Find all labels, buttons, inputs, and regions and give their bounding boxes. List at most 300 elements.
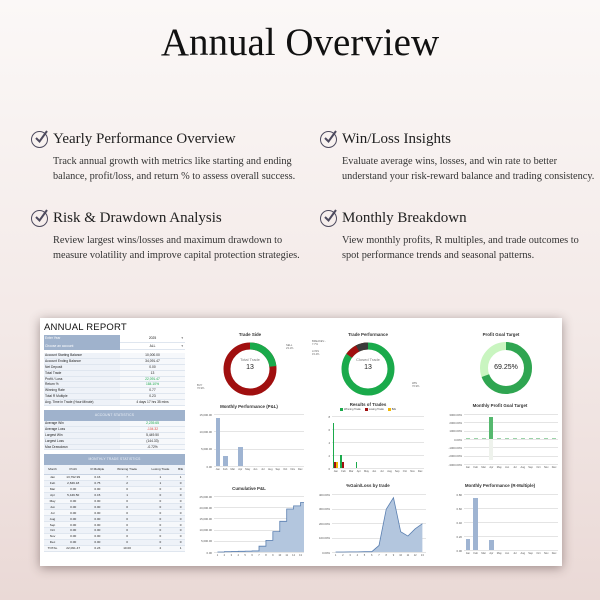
- account-selector[interactable]: [44, 343, 185, 351]
- x-tick-label: Feb: [473, 466, 478, 469]
- stat-value: (144.33): [120, 439, 185, 444]
- stat-label: Max Drawdown: [44, 445, 120, 450]
- table-cell: 0: [176, 539, 185, 545]
- feature-win-loss: [320, 131, 595, 184]
- stat-label: Total R Multiple: [44, 394, 120, 399]
- stat-value: 5,449.50: [120, 433, 185, 438]
- x-tick-label: 6: [251, 554, 253, 557]
- table-cell: 2: [110, 480, 145, 486]
- report-title: ANNUAL REPORT: [44, 322, 127, 333]
- table-cell: 0.00: [61, 533, 85, 539]
- x-tick-label: May: [364, 470, 369, 473]
- x-tick-label: Jun: [504, 466, 510, 469]
- y-tick-label: 0.00%: [454, 437, 462, 442]
- x-tick-label: 3: [349, 554, 351, 557]
- table-cell: 0: [110, 516, 145, 522]
- feature-description: Review largest wins/losses and maximum drawdown to measure volatility and improve capital protection strategies.: [53, 235, 300, 261]
- x-tick-label: Dec: [551, 466, 557, 469]
- table-cell: Apr: [44, 492, 61, 498]
- x-tick-label: Aug: [520, 466, 526, 469]
- x-tick-label: 13: [299, 554, 302, 557]
- bar: [223, 456, 228, 466]
- y-tick-label: 0: [328, 466, 330, 471]
- table-cell: 0: [145, 510, 177, 516]
- summary-table: [44, 353, 185, 406]
- feature-heading: Win/Loss Insights: [342, 131, 451, 147]
- check-circle-icon: [31, 210, 48, 227]
- x-tick-label: 11: [406, 554, 410, 557]
- table-cell: 0: [176, 486, 185, 492]
- stat-value: 2,239.65: [120, 421, 185, 426]
- stat-label: Winning Rate: [44, 388, 120, 393]
- table-cell: 0.00: [85, 498, 109, 504]
- y-tick-label: 0.00: [456, 548, 462, 553]
- x-tick-label: 8: [385, 554, 387, 557]
- table-cell: 13,792.99: [61, 474, 85, 480]
- y-tick-label: 20,000.00: [199, 505, 212, 510]
- chart-title: Monthly Performance (P&L): [220, 404, 278, 409]
- x-tick-label: Mar: [230, 468, 235, 471]
- x-tick-label: 2: [223, 554, 226, 557]
- table-cell: 0.00: [85, 527, 109, 533]
- stat-label: Average Loss: [44, 427, 120, 432]
- y-tick-label: 15,000.00: [199, 412, 212, 417]
- account-value: ALL: [149, 343, 156, 348]
- x-tick-label: May: [245, 468, 251, 471]
- stat-value: 13: [120, 371, 185, 376]
- table-cell: 0: [110, 504, 145, 510]
- feature-heading: Risk & Drawdown Analysis: [53, 210, 222, 226]
- x-tick-label: Dec: [417, 470, 423, 473]
- x-tick-label: May: [496, 466, 502, 469]
- x-tick-label: 13: [420, 554, 424, 557]
- y-tick-label: 2000.00%: [449, 420, 462, 425]
- table-cell: 0: [176, 510, 185, 516]
- x-tick-label: Jul: [380, 470, 384, 473]
- x-tick-label: 5: [363, 554, 366, 557]
- table-cell: 0: [176, 533, 185, 539]
- x-tick-label: 8: [265, 554, 267, 557]
- table-cell: 0: [176, 516, 185, 522]
- check-circle-icon: [31, 131, 48, 148]
- table-cell: 0.00: [85, 522, 109, 528]
- x-tick-label: Oct: [536, 466, 541, 469]
- bar-shadow: [489, 439, 493, 460]
- bar: [489, 540, 494, 551]
- stat-value: 4 days 17 hrs 35 mins: [120, 400, 185, 405]
- bar: [544, 438, 548, 439]
- stat-value: 0.77: [120, 388, 185, 393]
- bar: [238, 447, 243, 466]
- x-tick-label: Dec: [297, 468, 303, 471]
- table-cell: 0: [145, 492, 177, 498]
- chart-title: Trade Performance: [348, 332, 388, 337]
- y-tick-label: 0.00%: [322, 550, 330, 555]
- table-cell: 1: [110, 492, 145, 498]
- y-tick-label: 5,000.00: [201, 539, 212, 544]
- table-cell: 0.00: [61, 516, 85, 522]
- bar: [536, 438, 540, 439]
- x-tick-label: Nov: [290, 468, 296, 471]
- x-tick-label: 4: [356, 554, 359, 557]
- sell-label: SELL 23.1%: [286, 344, 294, 350]
- table-cell: 0: [110, 522, 145, 528]
- table-cell: 0: [145, 516, 177, 522]
- stat-value: -104.32: [120, 427, 185, 432]
- check-circle-icon: [320, 210, 337, 227]
- table-cell: Jul: [44, 510, 61, 516]
- x-tick-label: Sep: [528, 466, 533, 469]
- table-cell: Dec: [44, 539, 61, 545]
- table-cell: 0.00: [85, 504, 109, 510]
- stat-label: Largest Win: [44, 433, 120, 438]
- area-series: [308, 480, 438, 570]
- y-tick-label: 400.00%: [318, 492, 330, 497]
- year-value: 2025: [148, 336, 157, 340]
- table-cell: 0.23: [85, 545, 109, 551]
- chart-title: Monthly Profit Goal Target: [472, 403, 528, 408]
- x-tick-label: Nov: [543, 552, 549, 555]
- x-tick-label: Apr: [356, 470, 361, 473]
- x-tick-label: 9: [272, 554, 274, 557]
- bar: [342, 462, 344, 469]
- table-cell: 0: [110, 486, 145, 492]
- feature-description: Evaluate average wins, losses, and win rate to better understand your risk-reward balance and trading consistency.: [342, 156, 595, 182]
- x-tick-label: Jul: [261, 468, 265, 471]
- table-cell: Feb: [44, 480, 61, 486]
- chart-legend: Winning Trade Losing Trade B/E: [308, 408, 428, 411]
- x-tick-label: Mar: [481, 552, 486, 555]
- table-cell: 0.00: [61, 504, 85, 510]
- account-statistics-header: ACCOUNT STATISTICS: [44, 410, 185, 421]
- table-cell: 0.00: [85, 516, 109, 522]
- account-statistics-table: [44, 421, 185, 450]
- x-tick-label: Apr: [489, 552, 494, 555]
- x-tick-label: Nov: [543, 466, 549, 469]
- table-cell: 5,449.50: [61, 492, 85, 498]
- account-label: Choose an account: [44, 343, 120, 351]
- y-tick-label: 10,000.00: [199, 528, 212, 533]
- monthly-statistics-table: [44, 465, 185, 551]
- table-cell: 0: [145, 533, 177, 539]
- stat-label: Largest Loss: [44, 439, 120, 444]
- chart-title: Monthly Performance (R-Multiple): [464, 483, 536, 488]
- bar: [466, 438, 470, 439]
- table-cell: 2,849.18: [61, 480, 85, 486]
- chart-title: %Gain/Loss by trade: [346, 483, 390, 488]
- table-cell: 7: [110, 474, 145, 480]
- x-tick-label: Jan: [465, 466, 470, 469]
- column-header: Losing Trade: [145, 465, 177, 474]
- x-tick-label: 3: [230, 554, 233, 557]
- chart-gain-loss-by-trade: [308, 480, 428, 564]
- table-row: [44, 545, 185, 551]
- y-tick-label: 10,000.00: [199, 429, 212, 434]
- x-tick-label: Jan: [215, 468, 220, 471]
- table-cell: 0.00: [85, 486, 109, 492]
- x-tick-label: Jun: [253, 468, 258, 471]
- stat-value: 22,091.47: [120, 377, 185, 382]
- bar: [482, 438, 486, 439]
- chart-title: Results of Trades: [349, 402, 387, 407]
- table-cell: 0: [110, 510, 145, 516]
- table-cell: 0: [145, 527, 177, 533]
- x-tick-label: 1: [216, 554, 219, 557]
- year-selector[interactable]: [44, 335, 185, 343]
- table-cell: 1: [176, 474, 185, 480]
- area-series: [190, 480, 320, 570]
- table-cell: Jan: [44, 474, 61, 480]
- table-cell: 0.00: [85, 510, 109, 516]
- stat-label: Total Trade: [44, 371, 120, 376]
- x-tick-label: Oct: [536, 552, 541, 555]
- stat-value: 34,091.47: [120, 359, 185, 364]
- feature-monthly-breakdown: [320, 210, 595, 263]
- report-left-panel: [44, 335, 185, 552]
- stat-label: Account Starting Balance: [44, 353, 120, 358]
- x-tick-label: 9: [392, 554, 395, 557]
- table-cell: 0.16: [85, 474, 109, 480]
- y-tick-label: 15,000.00: [199, 516, 212, 521]
- x-tick-label: Sep: [394, 470, 400, 473]
- year-dropdown[interactable]: [120, 335, 185, 343]
- table-cell: 2: [145, 545, 177, 551]
- table-cell: 0.00: [61, 539, 85, 545]
- x-tick-label: Aug: [520, 552, 526, 555]
- chart-results-of-trades: [308, 400, 428, 480]
- chart-profit-goal: [440, 318, 562, 400]
- table-cell: Aug: [44, 516, 61, 522]
- x-tick-label: Aug: [267, 468, 273, 471]
- column-header: Winning Trade: [110, 465, 145, 474]
- table-cell: 0: [176, 504, 185, 510]
- table-cell: Sep: [44, 522, 61, 528]
- table-cell: 0.00: [61, 486, 85, 492]
- goal-percentage: 69.25%: [494, 364, 518, 371]
- table-cell: 1: [145, 480, 177, 486]
- buy-label: BUY 76.9%: [197, 384, 205, 390]
- win-label: WIN 76.9%: [412, 382, 420, 388]
- loss-label: LOSS 15.4%: [312, 350, 320, 356]
- y-tick-label: 3000.00%: [449, 412, 462, 417]
- stat-label: Net Deposit: [44, 365, 120, 370]
- feature-description: Track annual growth with metrics like starting and ending balance, profit/loss, and return % to assess overall success.: [53, 156, 296, 182]
- y-tick-label: 0.60: [456, 506, 462, 511]
- x-tick-label: 10: [399, 554, 403, 557]
- stat-row: [44, 445, 185, 451]
- bar: [529, 438, 533, 439]
- stat-value: -0.72%: [120, 445, 185, 450]
- x-tick-label: Jul: [513, 466, 517, 469]
- chart-title: Profit Goal Target: [482, 332, 520, 337]
- y-tick-label: 6: [328, 427, 330, 432]
- column-header: B/E: [176, 465, 185, 474]
- bar: [356, 462, 358, 469]
- table-cell: 0: [145, 539, 177, 545]
- page-title: Annual Overview: [160, 21, 440, 64]
- chart-title: Cumulative P&L: [232, 486, 266, 491]
- table-cell: Jun: [44, 504, 61, 510]
- x-tick-label: Nov: [410, 470, 415, 473]
- bar: [521, 438, 525, 439]
- donut-center: Closed Trade 13: [356, 357, 380, 371]
- x-tick-label: May: [496, 552, 502, 555]
- account-dropdown[interactable]: [120, 343, 185, 351]
- x-tick-label: 1: [334, 554, 337, 557]
- x-tick-label: Dec: [551, 552, 557, 555]
- x-tick-label: Feb: [341, 470, 346, 473]
- feature-heading: Yearly Performance Overview: [53, 131, 236, 147]
- table-cell: 0: [176, 480, 185, 486]
- table-cell: 1: [176, 545, 185, 551]
- chart-cumulative-pnl: [190, 480, 308, 564]
- chart-monthly-profit-goal: [438, 400, 562, 480]
- table-cell: 1: [145, 474, 177, 480]
- table-cell: 0.15: [85, 492, 109, 498]
- bar: [489, 417, 493, 440]
- x-tick-label: 12: [292, 554, 296, 557]
- chart-trade-side: [190, 318, 310, 400]
- x-tick-label: Apr: [238, 468, 243, 471]
- y-tick-label: 0.80: [456, 492, 462, 497]
- bar: [336, 462, 338, 469]
- stat-label: Profit / Loss: [44, 377, 120, 382]
- table-cell: TOTAL: [44, 545, 61, 551]
- bar: [474, 438, 478, 439]
- x-tick-label: Sep: [275, 468, 281, 471]
- table-cell: 0: [110, 533, 145, 539]
- donut-center: Total Trade 13: [240, 357, 260, 371]
- table-cell: 0: [176, 492, 185, 498]
- y-tick-label: 8: [328, 414, 330, 419]
- y-tick-label: 4: [328, 440, 330, 445]
- stat-label: Return %: [44, 382, 120, 387]
- table-cell: Mar: [44, 486, 61, 492]
- chevron-down-icon: ▾: [181, 343, 183, 348]
- column-header: Profit: [61, 465, 85, 474]
- x-tick-label: 4: [237, 554, 239, 557]
- table-cell: 0: [176, 522, 185, 528]
- y-tick-label: 2: [328, 453, 330, 458]
- breakeven-label: BREAKEV... 7.7%: [312, 340, 327, 346]
- chart-monthly-pnl: [190, 400, 308, 480]
- x-tick-label: Jul: [513, 552, 517, 555]
- x-tick-label: 6: [371, 554, 373, 557]
- table-cell: 0.00: [61, 527, 85, 533]
- feature-yearly-performance: [31, 131, 306, 184]
- x-tick-label: Oct: [283, 468, 288, 471]
- x-tick-label: 10: [278, 554, 282, 557]
- table-cell: 10.00: [110, 545, 145, 551]
- bar: [466, 539, 471, 550]
- y-tick-label: 25,000.00: [199, 494, 212, 499]
- table-cell: 0: [110, 527, 145, 533]
- stat-label: Average Win: [44, 421, 120, 426]
- bar: [552, 438, 556, 439]
- stat-value: 10,000.00: [120, 353, 185, 358]
- x-tick-label: 2: [342, 554, 344, 557]
- bar: [497, 438, 501, 439]
- x-tick-label: 11: [285, 554, 289, 557]
- x-tick-label: 5: [244, 554, 246, 557]
- x-tick-label: Jan: [333, 470, 338, 473]
- x-tick-label: 7: [258, 554, 260, 557]
- y-tick-label: 0.20: [456, 534, 462, 539]
- y-tick-label: 100.00%: [318, 536, 330, 540]
- x-tick-label: Mar: [481, 466, 486, 469]
- table-cell: 0.00: [61, 510, 85, 516]
- table-cell: 0: [110, 498, 145, 504]
- y-tick-label: -1000.00%: [448, 445, 462, 450]
- y-tick-label: 300.00%: [318, 507, 330, 511]
- y-tick-label: -3000.00%: [448, 462, 462, 467]
- y-tick-label: -2000.00%: [448, 454, 462, 459]
- x-tick-label: Feb: [223, 468, 228, 471]
- table-cell: Nov: [44, 533, 61, 539]
- chart-title: Trade Side: [238, 332, 262, 337]
- feature-risk-drawdown: [31, 210, 306, 263]
- feature-heading: Monthly Breakdown: [342, 210, 467, 226]
- stat-row: [44, 400, 185, 406]
- table-cell: 0.00: [61, 498, 85, 504]
- x-tick-label: 7: [378, 554, 380, 557]
- y-tick-label: 0.00: [206, 550, 212, 555]
- table-cell: 0.00: [85, 539, 109, 545]
- x-tick-label: 12: [413, 554, 417, 557]
- x-tick-label: Mar: [348, 470, 354, 473]
- stat-value: 0.23: [120, 394, 185, 399]
- x-tick-label: Jan: [465, 552, 470, 555]
- annual-report-dashboard: [40, 318, 562, 566]
- y-tick-label: 200.00%: [318, 521, 330, 526]
- table-cell: 0: [176, 498, 185, 504]
- chart-trade-performance: [308, 318, 428, 400]
- table-cell: 0.75: [85, 480, 109, 486]
- chevron-down-icon: ▾: [181, 336, 183, 340]
- x-tick-label: Sep: [528, 552, 533, 555]
- table-cell: 22,091.47: [61, 545, 85, 551]
- x-tick-label: Jun: [372, 470, 377, 473]
- x-tick-label: Aug: [387, 470, 392, 473]
- x-tick-label: Jun: [504, 552, 510, 555]
- chart-monthly-r-multiple: [438, 480, 562, 564]
- y-tick-label: 0.00: [206, 464, 212, 469]
- stat-label: Avg. Time in Trade (Hour:Minute): [44, 400, 120, 405]
- table-cell: 0: [176, 527, 185, 533]
- check-circle-icon: [320, 131, 337, 148]
- table-cell: 0: [145, 504, 177, 510]
- table-cell: 0: [110, 539, 145, 545]
- bar: [473, 498, 478, 551]
- x-tick-label: Apr: [489, 466, 494, 469]
- table-cell: May: [44, 498, 61, 504]
- table-cell: 0.00: [85, 533, 109, 539]
- x-tick-label: Oct: [402, 470, 407, 473]
- stat-value: 184.10%: [120, 382, 185, 387]
- table-cell: 0: [145, 486, 177, 492]
- column-header: Month: [44, 465, 61, 474]
- x-tick-label: Feb: [473, 552, 478, 555]
- year-label: Enter Year: [44, 335, 120, 343]
- stat-label: Account Ending Balance: [44, 359, 120, 364]
- bar: [216, 418, 221, 466]
- y-tick-label: 0.40: [456, 520, 462, 525]
- table-cell: 0: [145, 522, 177, 528]
- feature-description: View monthly profits, R multiples, and trade outcomes to spot performance trends and seasonal patterns.: [342, 235, 579, 261]
- column-header: R Multiple: [85, 465, 109, 474]
- y-tick-label: 5,000.00: [201, 447, 212, 452]
- table-cell: 0.00: [61, 522, 85, 528]
